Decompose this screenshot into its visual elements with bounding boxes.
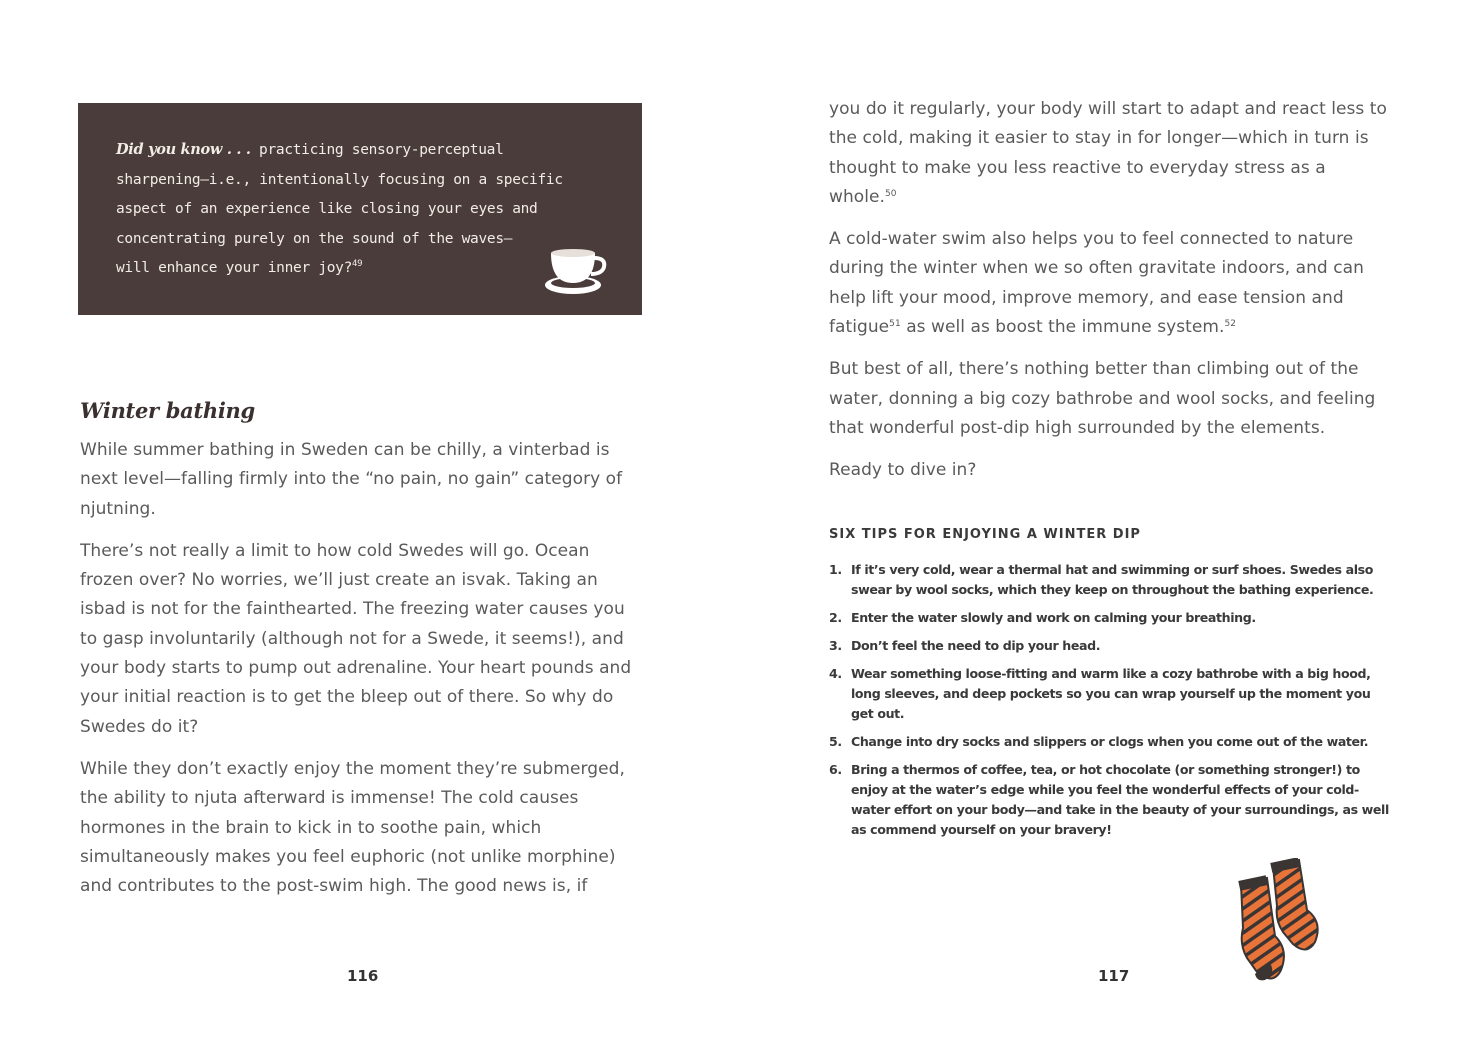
- footnote-marker: 49: [352, 259, 363, 269]
- paragraph: Ready to dive in?: [829, 460, 977, 481]
- paragraph: A cold-water swim also helps you to feel connected to nature during the winter when we so often gravitate indoors, and can help lift your mood, improve memory, and ease tension and fatigue$^{51}$ as well as boost the immune system.$^{52}$: [829, 229, 1364, 338]
- coffee-cup-icon: [544, 243, 608, 297]
- tip-item: 6. Bring a thermos of coffee, tea, or hot chocolate (or something stronger!) to enjoy at the water’s edge while you feel the wonderful effects of your cold-water effort on your body—and take in the beauty of your surroundings, as well as commend yourself on your bravery!: [829, 762, 1389, 837]
- tips-list: [829, 560, 1395, 848]
- footnote-marker: 50: [884, 188, 897, 199]
- callout-text: [116, 135, 586, 284]
- page-number: 117: [1098, 967, 1130, 985]
- tip-item: 5. Change into dry socks and slippers or clogs when you come out of the water.: [829, 734, 1369, 749]
- section-heading: Winter bathing: [80, 398, 255, 423]
- paragraph: you do it regularly, your body will start to adapt and react less to the cold, making it easier to stay in for longer—which in turn is thought to make you less reactive to everyday stress as a whole.$^{50}$: [829, 99, 1387, 207]
- right-page: [735, 0, 1470, 1049]
- paragraph: There’s not really a limit to how cold Swedes will go. Ocean frozen over? No worries, we’ll just create an isvak. Taking an isbad is not for the fainthearted. The freezing water causes you to gasp involuntarily (although not for a Swede, it seems!), and your body starts to pump out adrenaline. Your heart pounds and your initial reaction is to get the bleep out of there. So why do Swedes do it?: [80, 540, 632, 737]
- callout-line: concentrating purely on the sound of the waves—: [116, 230, 513, 247]
- right-body-text: [829, 95, 1395, 499]
- tip-item: 2. Enter the water slowly and work on calming your breathing.: [829, 610, 1256, 625]
- left-body-text: [80, 436, 642, 914]
- paragraph: While summer bathing in Sweden can be chilly, a vinterbad is next level—falling firmly into the “no pain, no gain” category of njutning.: [80, 440, 623, 519]
- paragraph: But best of all, there’s nothing better than climbing out of the water, donning a big cozy bathrobe and wool socks, and feeling that wonderful post-dip high surrounded by the elements.: [829, 359, 1376, 438]
- callout-line: sharpening—i.e., intentionally focusing on a specific: [116, 171, 563, 188]
- paragraph: While they don’t exactly enjoy the moment they’re submerged, the ability to njuta afterward is immense! The cold causes hormones in the brain to kick in to soothe pain, which simultaneously makes you feel euphoric (not unlike morphine) and contributes to the post-swim high. The good news is, if: [80, 758, 625, 897]
- callout-line: aspect of an experience like closing your eyes and: [116, 201, 538, 217]
- tip-item: 3. Don’t feel the need to dip your head.: [829, 638, 1101, 653]
- did-you-know-callout: [78, 103, 642, 315]
- callout-lead: Did you know . . .: [116, 141, 251, 158]
- footnote-marker: 51: [889, 319, 901, 330]
- footnote-marker: 52: [1224, 319, 1237, 330]
- page-number: 116: [347, 967, 379, 985]
- tip-item: 4. Wear something loose-fitting and warm like a cozy bathrobe with a big hood, long sleeves, and deep pockets so you can wrap yourself up the moment you get out.: [829, 666, 1371, 721]
- callout-line: will enhance your inner joy?: [116, 260, 353, 276]
- tips-title: SIX TIPS FOR ENJOYING A WINTER DIP: [829, 527, 1141, 542]
- striped-socks-icon: [1225, 858, 1327, 988]
- callout-line: practicing sensory-perceptual: [259, 142, 504, 158]
- tip-item: 1. If it’s very cold, wear a thermal hat and swimming or surf shoes. Swedes also swear by wool socks, which they keep on throughout the bathing experience.: [829, 562, 1374, 597]
